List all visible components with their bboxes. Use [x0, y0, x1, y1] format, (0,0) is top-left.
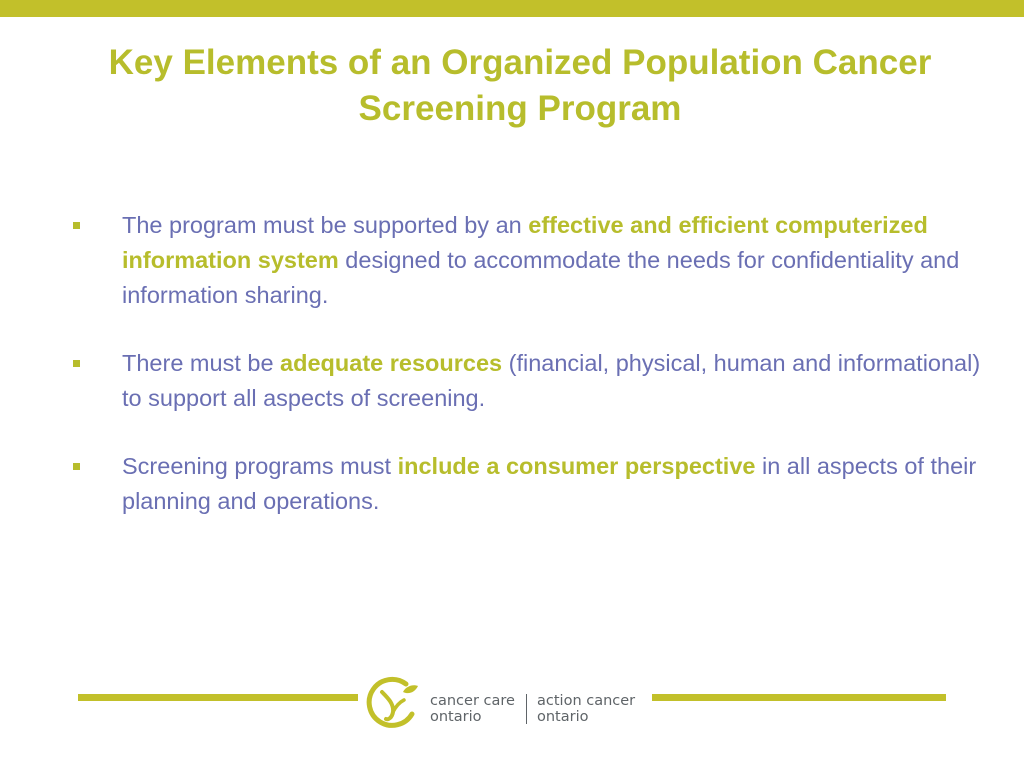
footer-rule-left — [78, 694, 358, 701]
bullet-text-after: (financial, physical, human and informational) to support all aspects of screening. — [122, 350, 981, 411]
bullet-text-after: designed to accommodate the needs for confidentiality and information sharing. — [122, 247, 960, 308]
bullet-highlight: effective and efficient computerized information system — [122, 212, 928, 273]
bullet-text-before: Screening programs must — [122, 453, 398, 479]
bullet-highlight: include a consumer perspective — [397, 453, 756, 479]
bullet-text-before: There must be — [122, 350, 281, 376]
footer-rule-right — [652, 694, 946, 701]
ribbon-circle-logo-icon — [366, 672, 422, 730]
org-right-line2: ontario — [537, 709, 589, 725]
bullet-item — [70, 449, 990, 519]
bullet-text-before: The program must be supported by an — [122, 212, 529, 238]
square-bullet-icon — [73, 463, 80, 470]
bullet-item — [70, 208, 990, 313]
slide-title: Key Elements of an Organized Population Cancer Screening Program — [108, 43, 932, 128]
org-left-line1: cancer care — [430, 693, 515, 709]
bullet-item — [70, 346, 990, 416]
org-right-line1: action cancer — [537, 693, 636, 709]
org-name-cancer-care-ontario — [430, 693, 515, 725]
bullet-highlight: adequate resources — [280, 350, 503, 376]
bullet-list — [70, 208, 990, 552]
logo-divider — [526, 694, 527, 724]
square-bullet-icon — [73, 360, 80, 367]
bullet-text-after: in all aspects of their planning and operations. — [122, 453, 977, 514]
top-accent-bar — [0, 0, 1024, 17]
square-bullet-icon — [73, 222, 80, 229]
org-left-line2: ontario — [430, 709, 482, 725]
org-name-action-cancer-ontario — [537, 693, 635, 725]
